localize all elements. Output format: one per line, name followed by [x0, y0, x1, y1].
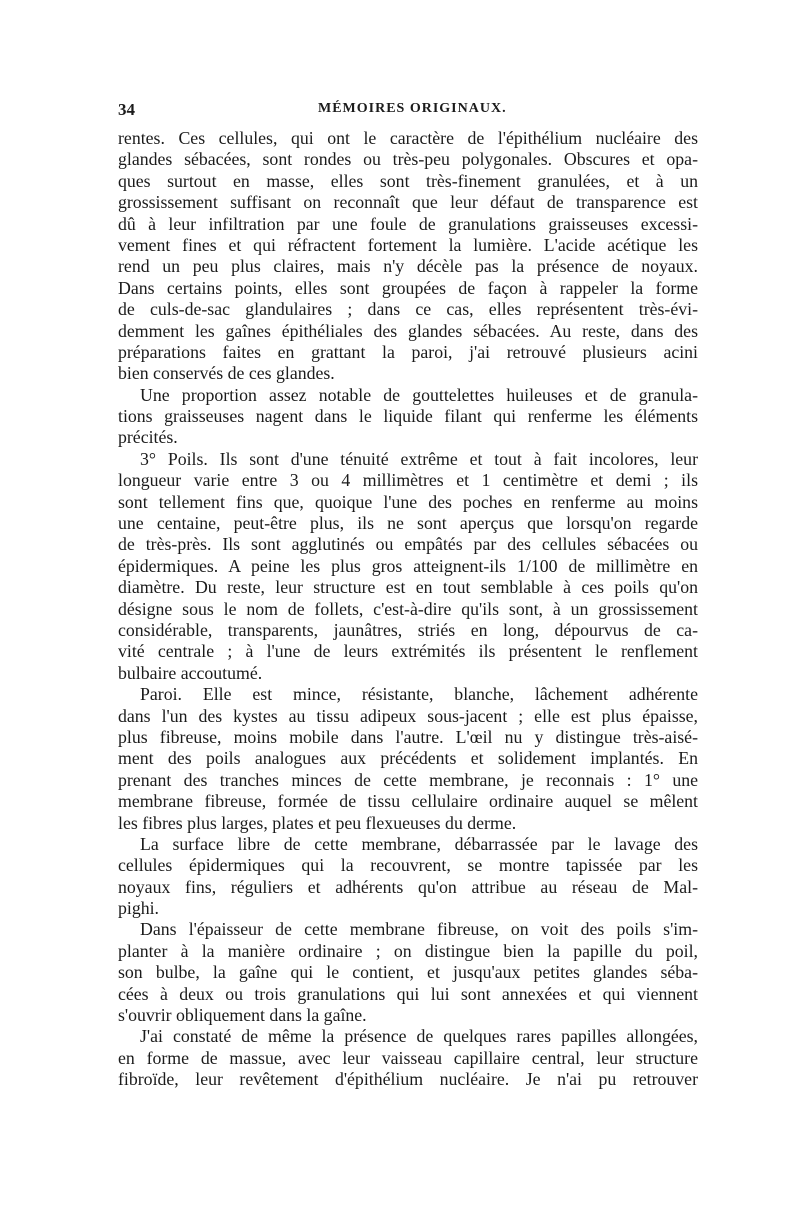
text-line: bulbaire accoutumé. — [118, 662, 263, 683]
text-line: longueur varie entre 3 ou 4 millimètres et 1 centimètre et demi ; ils — [118, 470, 698, 491]
text-line: J'ai constaté de même la présence de quelques rares papilles allongées, — [140, 1026, 698, 1047]
text-line: Paroi. Elle est mince, résistante, blanche, lâchement adhérente — [140, 684, 698, 705]
text-line: son bulbe, la gaîne qui le contient, et jusqu'aux petites glandes séba- — [118, 962, 698, 983]
text-line: en forme de massue, avec leur vaisseau capillaire central, leur structure — [118, 1047, 698, 1068]
page-number: 34 — [118, 100, 135, 119]
text-line: fibroïde, leur revêtement d'épithélium nucléaire. Je n'ai pu retrouver — [118, 1069, 698, 1090]
text-line: désigne sous le nom de follets, c'est-à-dire qu'ils sont, à un grossissement — [118, 598, 698, 619]
text-line: sont tellement fins que, quoique l'une des poches en renferme au moins — [118, 491, 698, 512]
text-line: noyaux fins, réguliers et adhérents qu'on attribue au réseau de Mal- — [118, 876, 698, 897]
text-line: s'ouvrir obliquement dans la gaîne. — [118, 1005, 367, 1026]
text-line: prenant des tranches minces de cette membrane, je reconnais : 1° une — [118, 769, 698, 790]
text-line: Dans l'épaisseur de cette membrane fibreuse, on voit des poils s'im- — [140, 919, 698, 940]
page-header — [118, 100, 698, 124]
text-line: cées à deux ou trois granulations qui lui sont annexées et qui viennent — [118, 983, 698, 1004]
text-line: les fibres plus larges, plates et peu flexueuses du derme. — [118, 812, 517, 833]
text-line: de très-près. Ils sont agglutinés ou empâtés par des cellules sébacées ou — [118, 534, 698, 555]
text-line: membrane fibreuse, formée de tissu cellulaire ordinaire auquel se mêlent — [118, 791, 698, 812]
text-line: Une proportion assez notable de gouttelettes huileuses et de granula- — [140, 384, 698, 405]
text-line: ques surtout en masse, elles sont très-finement granulées, et à un — [118, 170, 698, 191]
text-line: vement fines et qui réfractent fortement la lumière. L'acide acétique les — [118, 234, 698, 255]
text-line: demment les gaînes épithéliales des glandes sébacées. Au reste, dans des — [118, 320, 698, 341]
text-line: de culs-de-sac glandulaires ; dans ce cas, elles représentent très-évi- — [118, 299, 698, 320]
text-line: cellules épidermiques qui la recouvrent, se montre tapissée par les — [118, 855, 698, 876]
text-line: rend un peu plus claires, mais n'y décèle pas la présence de noyaux. — [118, 256, 698, 277]
body-text — [118, 128, 698, 1091]
text-line: 3° Poils. Ils sont d'une ténuité extrême et tout à fait incolores, leur — [140, 448, 698, 469]
text-line: une centaine, peut-être plus, ils ne sont aperçus que lorsqu'on regarde — [118, 513, 698, 534]
text-line: planter à la manière ordinaire ; on distingue bien la papille du poil, — [118, 940, 698, 961]
text-line: La surface libre de cette membrane, débarrassée par le lavage des — [140, 833, 698, 854]
text-line: bien conservés de ces glandes. — [118, 363, 335, 384]
text-line: préparations faites en grattant la paroi, j'ai retrouvé plusieurs acini — [118, 341, 698, 362]
text-line: tions graisseuses nagent dans le liquide filant qui renferme les éléments — [118, 406, 698, 427]
running-title: MÉMOIRES ORIGINAUX. — [318, 101, 507, 116]
text-line: pighi. — [118, 898, 159, 919]
text-line: diamètre. Du reste, leur structure est en tout semblable à ces poils qu'on — [118, 577, 698, 598]
text-line: épidermiques. A peine les plus gros atteignent-ils 1/100 de millimètre en — [118, 555, 698, 576]
text-line: considérable, transparents, jaunâtres, striés en long, dépourvus de ca- — [118, 619, 698, 640]
text-line: dans l'un des kystes au tissu adipeux sous-jacent ; elle est plus épaisse, — [118, 705, 698, 726]
text-line: rentes. Ces cellules, qui ont le caractère de l'épithélium nucléaire des — [118, 128, 698, 148]
text-line: précités. — [118, 427, 178, 448]
text-line: plus fibreuse, moins mobile dans l'autre. L'œil nu y distingue très-aisé- — [118, 726, 698, 747]
text-line: grossissement suffisant on reconnaît que leur défaut de transparence est — [118, 192, 698, 213]
text-line: vité centrale ; à l'une de leurs extrémités ils présentent le renflement — [118, 641, 698, 662]
text-line: ment des poils analogues aux précédents et solidement implantés. En — [118, 748, 698, 769]
text-line: Dans certains points, elles sont groupées de façon à rappeler la forme — [118, 277, 698, 298]
text-line: dû à leur infiltration par une foule de granulations graisseuses excessi- — [118, 213, 698, 234]
text-line: glandes sébacées, sont rondes ou très-peu polygonales. Obscures et opa- — [118, 149, 698, 170]
